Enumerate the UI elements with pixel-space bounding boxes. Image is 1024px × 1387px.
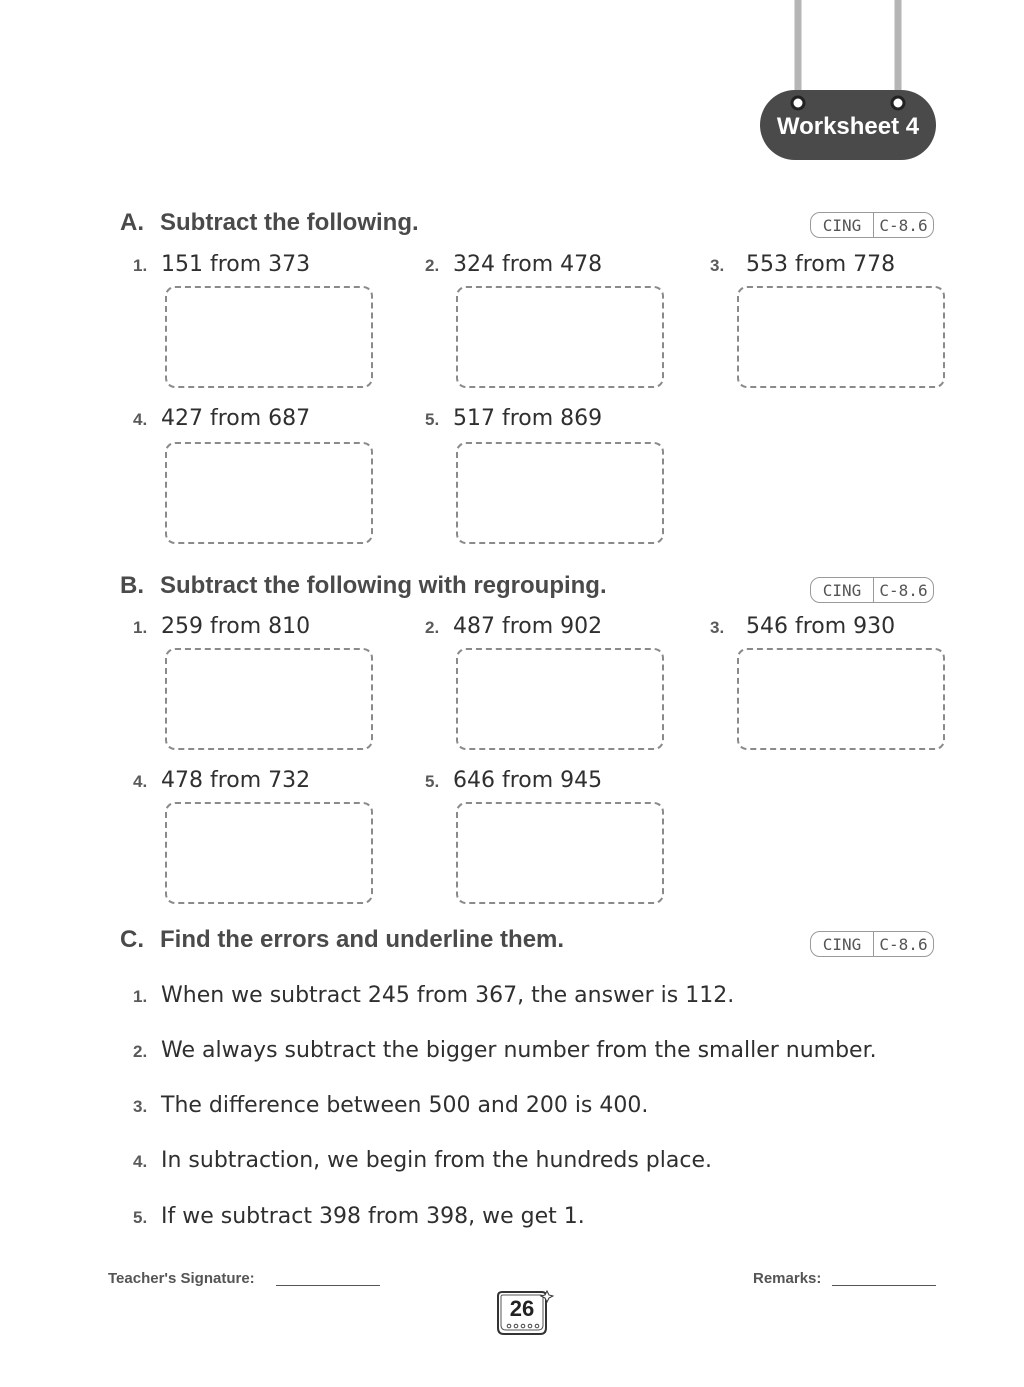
section-title: Subtract the following. — [160, 209, 419, 236]
question-text: 478 from 732 — [161, 768, 311, 793]
answer-box[interactable] — [165, 442, 373, 544]
question — [425, 768, 602, 793]
question-text: 151 from 373 — [161, 252, 311, 277]
answer-box[interactable] — [456, 442, 664, 544]
cing-code: C-8.6 — [879, 215, 928, 235]
error-statement[interactable] — [133, 983, 734, 1008]
page-number: 26 — [509, 1296, 535, 1321]
section-letter: A. — [120, 209, 144, 236]
question-number: 4. — [133, 772, 148, 791]
question — [710, 252, 895, 277]
section-letter: C. — [120, 926, 144, 953]
question-text: 553 from 778 — [746, 252, 896, 277]
error-statement[interactable] — [133, 1148, 712, 1173]
answer-box[interactable] — [165, 648, 373, 750]
teacher-signature-label: Teacher's Signature: — [108, 1270, 255, 1287]
question-text: 487 from 902 — [453, 614, 603, 639]
question-number: 5. — [425, 410, 440, 429]
answer-box[interactable] — [456, 802, 664, 904]
question-number: 3. — [710, 256, 725, 275]
cing-code-badge — [810, 931, 934, 957]
section-c-heading — [120, 926, 564, 954]
question-text: 646 from 945 — [453, 768, 603, 793]
question-number: 2. — [425, 256, 440, 275]
statement-text[interactable]: If we subtract 398 from 398, we get 1. — [161, 1204, 585, 1229]
question-text: 427 from 687 — [161, 406, 311, 431]
remarks-line[interactable] — [832, 1285, 936, 1286]
error-statement[interactable] — [133, 1038, 877, 1063]
question-number: 2. — [425, 618, 440, 637]
question-number: 1. — [133, 256, 148, 275]
question-text: 324 from 478 — [453, 252, 603, 277]
worksheet-title: Worksheet 4 — [776, 113, 920, 140]
question-number: 3. — [710, 618, 725, 637]
question-number: 1. — [133, 618, 148, 637]
answer-box[interactable] — [165, 286, 373, 388]
cing-code-badge — [810, 212, 934, 238]
section-letter: B. — [120, 572, 144, 599]
question — [425, 406, 602, 431]
answer-box[interactable] — [737, 286, 945, 388]
question-number: 4. — [133, 410, 148, 429]
statement-text[interactable]: We always subtract the bigger number from the smaller number. — [161, 1038, 877, 1063]
answer-box[interactable] — [456, 286, 664, 388]
remarks-label: Remarks: — [753, 1270, 822, 1287]
teacher-signature-line[interactable] — [276, 1285, 380, 1286]
cing-code: C-8.6 — [879, 934, 928, 954]
section-a-heading — [120, 209, 419, 237]
question — [133, 768, 310, 793]
statement-text[interactable]: When we subtract 245 from 367, the answer is 112. — [161, 983, 735, 1008]
statement-number: 3. — [133, 1097, 148, 1116]
answer-box[interactable] — [737, 648, 945, 750]
statement-number: 4. — [133, 1152, 148, 1171]
hanger-rings-icon — [760, 90, 936, 120]
section-b-heading — [120, 572, 607, 600]
statement-text[interactable]: In subtraction, we begin from the hundreds place. — [161, 1148, 712, 1173]
question — [425, 614, 602, 639]
question-text: 259 from 810 — [161, 614, 311, 639]
question-number: 5. — [425, 772, 440, 791]
answer-box[interactable] — [456, 648, 664, 750]
section-title: Subtract the following with regrouping. — [160, 572, 607, 599]
error-statement[interactable] — [133, 1204, 585, 1229]
cing-label: CING — [811, 213, 874, 237]
cing-code-badge — [810, 577, 934, 603]
cing-label: CING — [811, 578, 874, 602]
statement-number: 2. — [133, 1042, 148, 1061]
question — [133, 614, 310, 639]
cing-code: C-8.6 — [879, 580, 928, 600]
error-statement[interactable] — [133, 1093, 648, 1118]
question — [425, 252, 602, 277]
answer-box[interactable] — [165, 802, 373, 904]
question — [133, 252, 310, 277]
statement-number: 5. — [133, 1208, 148, 1227]
statement-number: 1. — [133, 987, 148, 1006]
question — [133, 406, 310, 431]
cing-label: CING — [811, 932, 874, 956]
statement-text[interactable]: The difference between 500 and 200 is 400. — [161, 1093, 649, 1118]
question-text: 546 from 930 — [746, 614, 896, 639]
question-text: 517 from 869 — [453, 406, 603, 431]
question — [710, 614, 895, 639]
section-title: Find the errors and underline them. — [160, 926, 565, 953]
